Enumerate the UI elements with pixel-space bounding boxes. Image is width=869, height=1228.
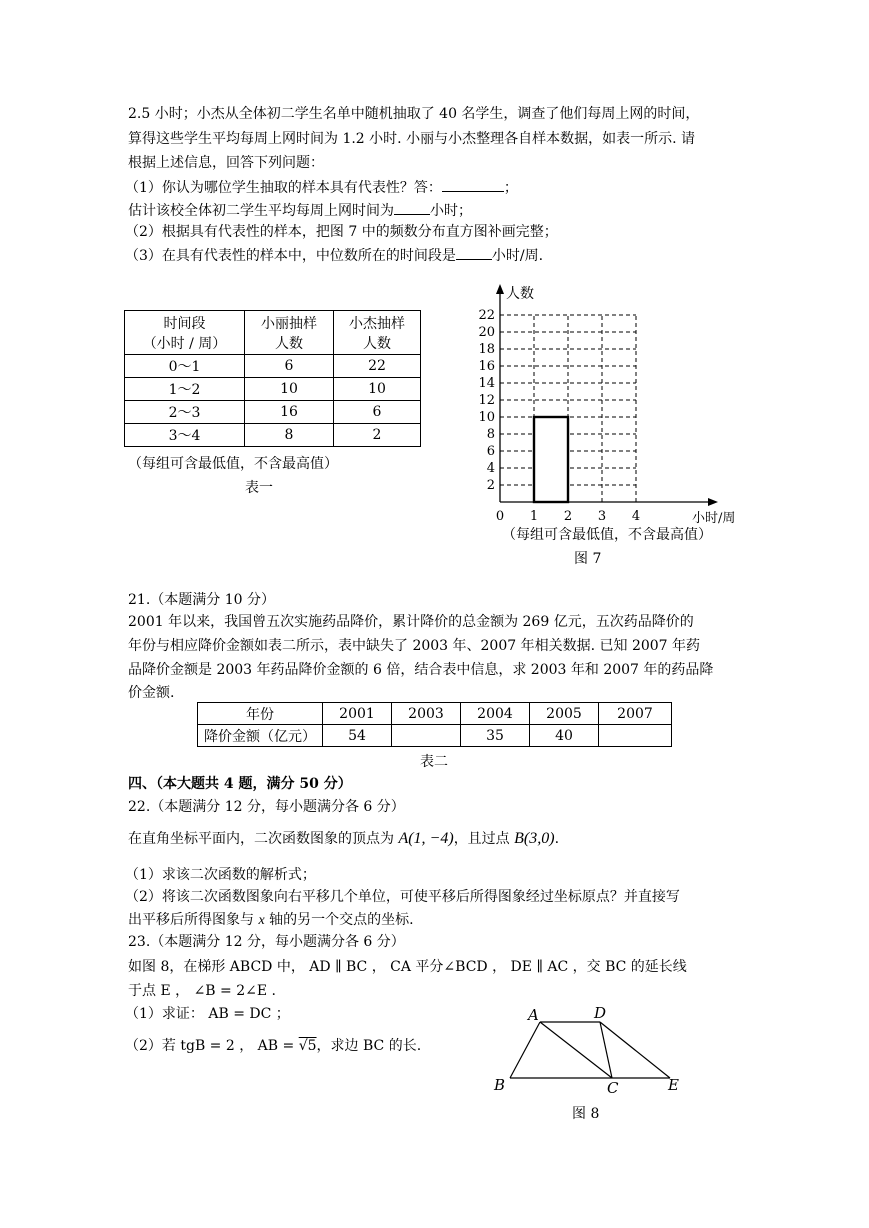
q20-line-1: 2.5 小时；小杰从全体初二学生名单中随机抽取了 40 名学生，调查了他们每周上网的时间， [128,106,700,122]
histogram-bar [534,417,568,502]
y-tick-label: 12 [478,393,495,408]
table-header-row [125,311,421,355]
table-cell [392,725,461,747]
q21-line-2: 年份与相应降价金额如表二所示，表中缺失了 2003 年、2007 年相关数据. 已知 2007 年药 [128,638,701,654]
table-cell: 54 [323,725,392,747]
q22-part-1: （1）求该二次函数的解析式； [125,867,316,883]
y-axis-arrow-icon [496,284,504,294]
figure-8-diagram [490,1004,690,1097]
table-cell: 0～1 [125,355,245,378]
answer-blank [394,200,430,215]
table-cell: 2001 [323,703,392,725]
y-tick-label: 6 [486,444,495,459]
answer-blank [442,177,504,192]
table-cell: 降价金额（亿元） [198,725,323,747]
table-cell: 2007 [599,703,672,725]
table-row [125,401,421,424]
q20-part-1 [125,177,518,198]
x-tick-label: 3 [597,509,607,524]
x-tick-label: 2 [563,509,573,524]
q20-part-1-text: （1）你认为哪位学生抽取的样本具有代表性？答： [125,180,442,196]
q20-part-1-end: ； [503,180,518,196]
x-tick-label: 4 [631,509,641,524]
table-row [198,703,672,725]
q20-part-1b [128,200,472,221]
y-tick-label: 22 [478,308,495,323]
q23-text: ，求边 BC 的长. [316,1038,422,1054]
q21-line-4: 价金额. [128,685,175,701]
answer-blank [456,245,492,260]
section-4-heading: 四、（本大题共 4 题，满分 50 分） [128,776,352,792]
table-cell: 1～2 [125,378,245,401]
x-axis-label: 小时/周 [692,511,736,526]
label-a: A [528,1006,539,1024]
label-c: C [607,1079,619,1097]
y-tick-label: 4 [486,461,495,476]
figure-7-caption: 图 7 [574,551,602,567]
q22-text: ，且过点 [453,831,515,847]
x-tick-label: 0 [495,509,505,524]
table-cell: 2004 [461,703,530,725]
point-b: B(3,0) [514,830,555,847]
table-row [198,725,672,747]
label-e: E [668,1076,679,1094]
y-tick-label: 14 [478,376,495,391]
y-tick-label: 20 [478,325,495,340]
y-tick-label: 8 [486,427,495,442]
q22-part-2: （2）将该二次函数图象向右平移几个单位，可使平移后所得图象经过坐标原点？并直接写 [125,889,680,905]
table-cell: 2 [334,424,421,447]
x-axis-arrow-icon [708,498,718,506]
table-cell: 10 [245,378,334,401]
table-1-note: （每组可含最低值，不含最高值） [128,456,338,472]
q23-text: （2）若 tgB = 2 ， AB = [125,1038,299,1054]
table-cell: 6 [334,401,421,424]
q20-part-1b-text: 估计该校全体初二学生平均每周上网时间为 [128,203,394,219]
q22-heading: 22.（本题满分 12 分，每小题满分各 6 分） [128,799,405,815]
q20-part-1b-end: 小时； [430,203,472,219]
table-1-caption: 表一 [245,480,273,496]
q20-line-3: 根据上述信息，回答下列问题： [128,155,324,171]
table-cell: 22 [334,355,421,378]
table-cell [599,725,672,747]
q23-line-2: 于点 E ， ∠B = 2∠E . [128,983,276,999]
y-tick-label: 18 [478,342,495,357]
point-a: A(1, −4) [398,830,454,847]
table-cell: 2003 [392,703,461,725]
q22-text: . [554,831,560,847]
x-variable: x [258,913,265,928]
q22-text: 出平移后所得图象与 [128,912,259,928]
header-cell: 小杰抽样 人数 [334,311,421,355]
y-tick-label: 16 [478,359,495,374]
table-cell: 2～3 [125,401,245,424]
table-2-caption: 表二 [420,754,448,770]
q21-line-1: 2001 年以来，我国曾五次实施药品降价，累计降价的总金额为 269 亿元，五次药品降价的 [128,614,694,630]
q20-line-2: 算得这些学生平均每周上网时间为 1.2 小时. 小丽与小杰整理各自样本数据，如表一所示. 请 [128,131,695,147]
q23-part-1: （1）求证： AB = DC ； [125,1006,290,1022]
q23-line-1: 如图 8，在梯形 ABCD 中， AD ∥ BC ， CA 平分∠BCD ， DE ∥ AC ，交 BC 的延长线 [128,959,687,975]
y-tick-label: 10 [478,410,495,425]
x-tick-label: 1 [529,509,539,524]
table-cell: 35 [461,725,530,747]
y-axis-label: 人数 [506,286,534,302]
table-cell: 16 [245,401,334,424]
sqrt-five: √5 [298,1038,317,1054]
figure-7-note: （每组可含最低值，不含最高值） [502,527,712,543]
label-b: B [494,1076,506,1094]
label-d: D [594,1004,607,1022]
q22-text: 在直角坐标平面内，二次函数图象的顶点为 [128,831,399,847]
figure-7-chart [470,280,736,530]
header-cell: 小丽抽样 人数 [245,311,334,355]
table-row [125,355,421,378]
y-tick-label: 2 [486,478,495,493]
q20-part-3-text: （3）在具有代表性的样本中，中位数所在的时间段是 [125,248,456,264]
table-cell: 40 [530,725,599,747]
segment-ab [510,1022,540,1078]
q21-line-3: 品降价金额是 2003 年药品降价金额的 6 倍，结合表中信息，求 2003 年和 2007 年的药品降 [128,662,714,678]
table-row [125,378,421,401]
header-cell: 时间段 （小时 / 周） [125,311,245,355]
table-cell: 6 [245,355,334,378]
q20-part-3-end: 小时/周. [491,248,544,264]
figure-8-caption: 图 8 [572,1106,600,1122]
table-cell: 3～4 [125,424,245,447]
table-2 [197,702,672,747]
q22-part-2b [128,910,414,931]
table-cell: 年份 [198,703,323,725]
table-cell: 8 [245,424,334,447]
table-1 [124,310,421,447]
q22-text: 轴的另一个交点的坐标. [264,912,414,928]
q20-part-2: （2）根据具有代表性的样本，把图 7 中的频数分布直方图补画完整； [125,224,558,240]
q20-part-3 [125,245,543,266]
q23-heading: 23.（本题满分 12 分，每小题满分各 6 分） [128,934,405,950]
q21-heading: 21.（本题满分 10 分） [128,592,275,608]
table-row [125,424,421,447]
q23-part-2 [125,1036,421,1056]
table-cell: 2005 [530,703,599,725]
table-cell: 10 [334,378,421,401]
q22-line-1 [128,829,559,849]
